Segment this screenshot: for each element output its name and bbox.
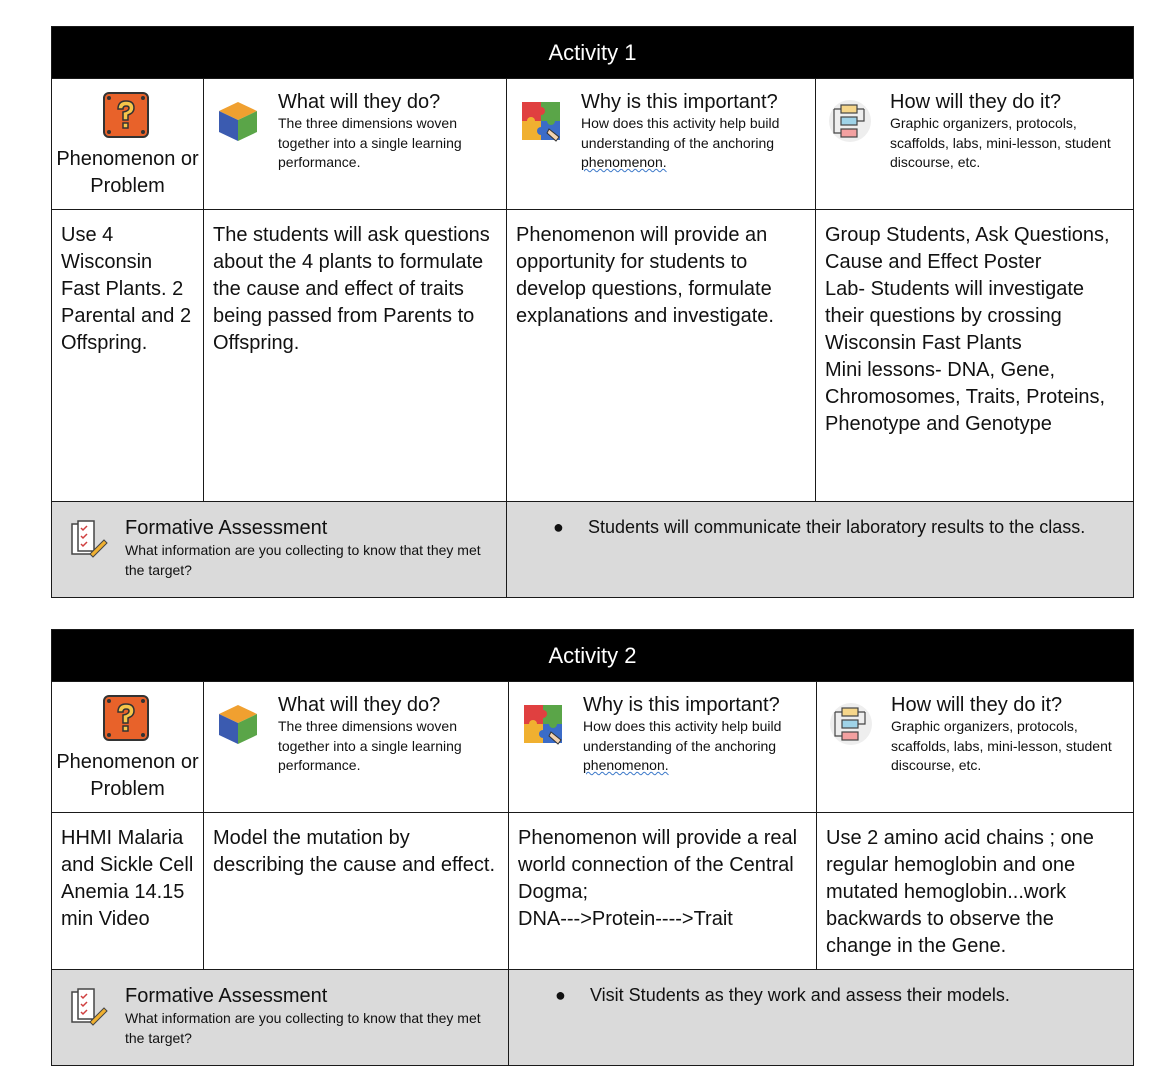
formative-assessment-title: Formative Assessment (125, 985, 328, 1007)
how-cell: Use 2 amino acid chains ; one regular hemoglobin and one mutated hemoglobin...work backwards to observe the change in the Gene. (817, 813, 1134, 970)
formative-assessment-subtitle: What information are you collecting to know that they met the target? (125, 1010, 481, 1046)
what-cell: The students will ask questions about the 4 plants to formulate the cause and effect of traits being passed from Parents to Offspring. (204, 210, 507, 502)
flowchart-icon (829, 702, 873, 746)
puzzle-icon (519, 99, 563, 143)
puzzle-icon (521, 702, 565, 746)
why-cell: Phenomenon will provide an opportunity for students to develop questions, formulate explanations and investigate. (507, 210, 816, 502)
phenomenon-header (52, 79, 204, 210)
how-header (816, 79, 1134, 210)
why-cell (509, 813, 817, 970)
why-header (509, 682, 817, 813)
why-line: DNA--->Protein---->Trait (518, 908, 733, 930)
cube-icon (216, 702, 260, 746)
bullet-marker: ● (555, 985, 566, 1005)
how-line: Group Students, Ask Questions, Cause and Effect Poster (825, 224, 1110, 273)
what-subtitle: The three dimensions woven together into a single learning performance. (278, 718, 462, 773)
how-subtitle: Graphic organizers, protocols, scaffolds, labs, mini-lesson, student discourse, etc. (891, 718, 1112, 773)
assessment-text: Visit Students as they work and assess their models. (590, 985, 1010, 1005)
why-header (507, 79, 816, 210)
assessment-cell (507, 502, 1134, 598)
activity-1-table (51, 26, 1133, 599)
how-header (817, 682, 1134, 813)
why-subtitle-word: phenomenon. (581, 154, 667, 170)
formative-assessment-title: Formative Assessment (125, 517, 328, 539)
what-subtitle: The three dimensions woven together into a single learning performance. (278, 115, 462, 170)
question-block-icon (102, 694, 150, 742)
why-title: Why is this important? (581, 91, 778, 113)
how-title: How will they do it? (891, 694, 1063, 716)
formative-assessment-header (52, 970, 509, 1066)
phenomenon-label: Phenomenon or Problem (56, 148, 199, 197)
bullet-marker: ● (553, 517, 564, 537)
how-line: Lab- Students will investigate their questions by crossing Wisconsin Fast Plants (825, 278, 1085, 354)
phenomenon-header (52, 682, 204, 813)
what-header (204, 79, 507, 210)
formative-assessment-header (52, 502, 507, 598)
checklist-icon (68, 520, 108, 560)
flowchart-icon (828, 99, 872, 143)
what-title: What will they do? (278, 91, 441, 113)
why-subtitle-text: How does this activity help build understanding of the anchoring (581, 115, 780, 151)
why-subtitle-word: phenomenon. (583, 757, 669, 773)
assessment-text: Students will communicate their laboratory results to the class. (588, 517, 1086, 537)
how-cell (816, 210, 1134, 502)
activity-title: Activity 2 (52, 630, 1134, 682)
why-subtitle-text: How does this activity help build understanding of the anchoring (583, 718, 782, 754)
how-subtitle: Graphic organizers, protocols, scaffolds, labs, mini-lesson, student discourse, etc. (890, 115, 1111, 170)
question-block-icon (102, 91, 150, 139)
why-subtitle (581, 114, 811, 173)
activity-2-table (51, 629, 1133, 1049)
phenomenon-cell: Use 4 Wisconsin Fast Plants. 2 Parental and 2 Offspring. (52, 210, 204, 502)
cube-icon (216, 99, 260, 143)
phenomenon-label: Phenomenon or Problem (56, 751, 199, 800)
how-line: Mini lessons- DNA, Gene, Chromosomes, Traits, Proteins, Phenotype and Genotype (825, 359, 1106, 435)
how-title: How will they do it? (890, 91, 1062, 113)
activity-title: Activity 1 (52, 27, 1134, 79)
phenomenon-cell: HHMI Malaria and Sickle Cell Anemia 14.15 min Video (52, 813, 204, 970)
what-cell: Model the mutation by describing the cause and effect. (204, 813, 509, 970)
what-title: What will they do? (278, 694, 441, 716)
assessment-cell (509, 970, 1134, 1066)
why-subtitle (583, 717, 812, 776)
what-header (204, 682, 509, 813)
checklist-icon (68, 988, 108, 1028)
why-line: Phenomenon will provide a real world connection of the Central Dogma; (518, 827, 798, 903)
formative-assessment-subtitle: What information are you collecting to know that they met the target? (125, 542, 481, 578)
why-title: Why is this important? (583, 694, 780, 716)
